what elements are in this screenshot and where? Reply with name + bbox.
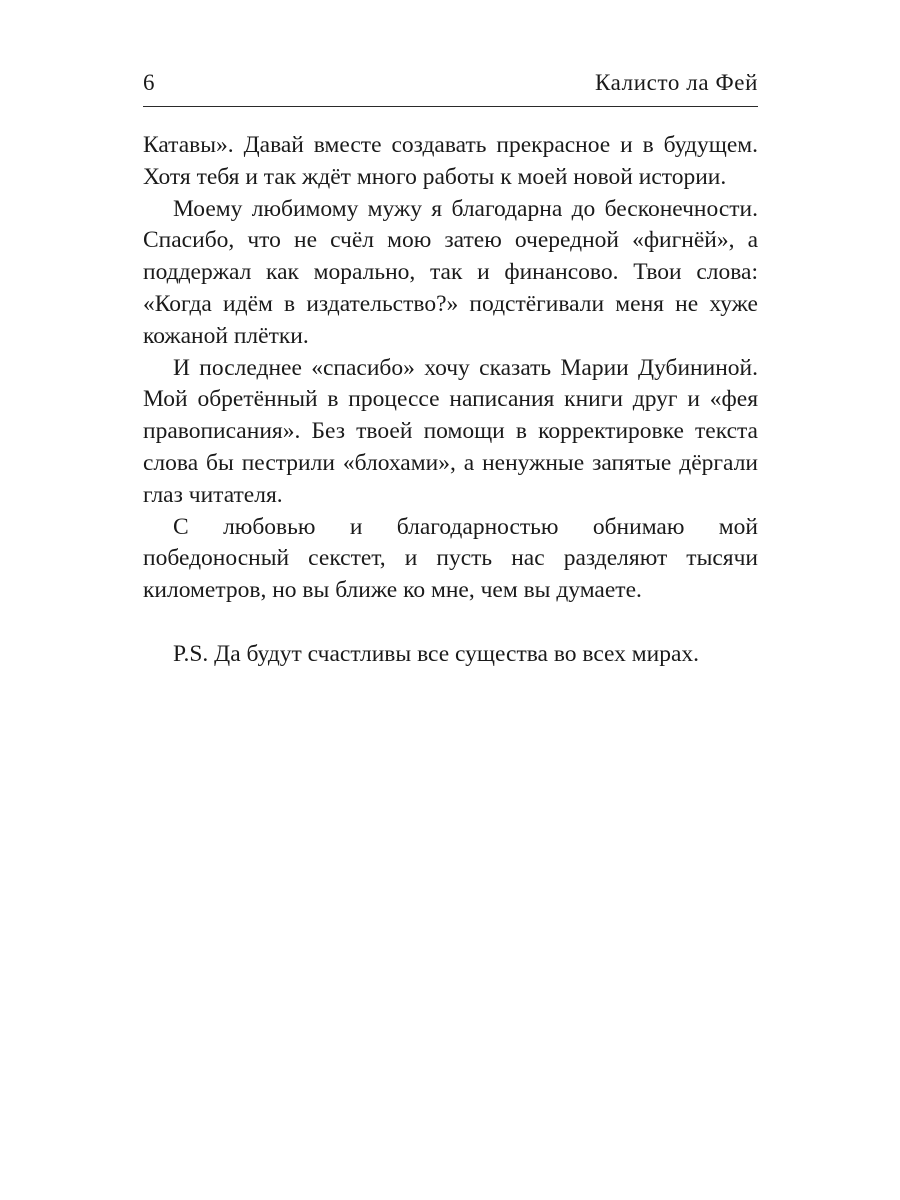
page-header bbox=[143, 66, 758, 107]
page-number: 6 bbox=[143, 70, 155, 95]
paragraph-continued: Катавы». Давай вместе создавать прекрасное и в будущем. Хотя тебя и так ждёт много работы к моей новой истории. bbox=[143, 132, 758, 190]
paragraph-husband: Моему любимому мужу я благодарна до бесконечности. Спасибо, что не счёл мою затею очередной «фигнёй», а поддержал как морально, так и финансово. Твои слова: «Когда идём в издательство?» подстёгивали меня не хуже кожаной плётки. bbox=[143, 195, 758, 349]
running-head-author: Калисто ла Фей bbox=[595, 70, 758, 95]
postscript: P.S. Да будут счастливы все существа во всех мирах. bbox=[173, 640, 700, 667]
body-text bbox=[143, 130, 758, 671]
paragraph-editor-thanks: И последнее «спасибо» хочу сказать Марии Дубининой. Мой обретённый в процессе написания книги друг и «фея правописания». Без твоей помощи в корректировке текста слова бы пестрили «блохами», а ненужные запятые дёргали глаз читателя. bbox=[143, 354, 758, 508]
paragraph-sextet: С любовью и благодарностью обнимаю мой победоносный секстет, и пусть нас разделяют тысячи километров, но вы ближе ко мне, чем вы думаете. bbox=[143, 513, 758, 604]
